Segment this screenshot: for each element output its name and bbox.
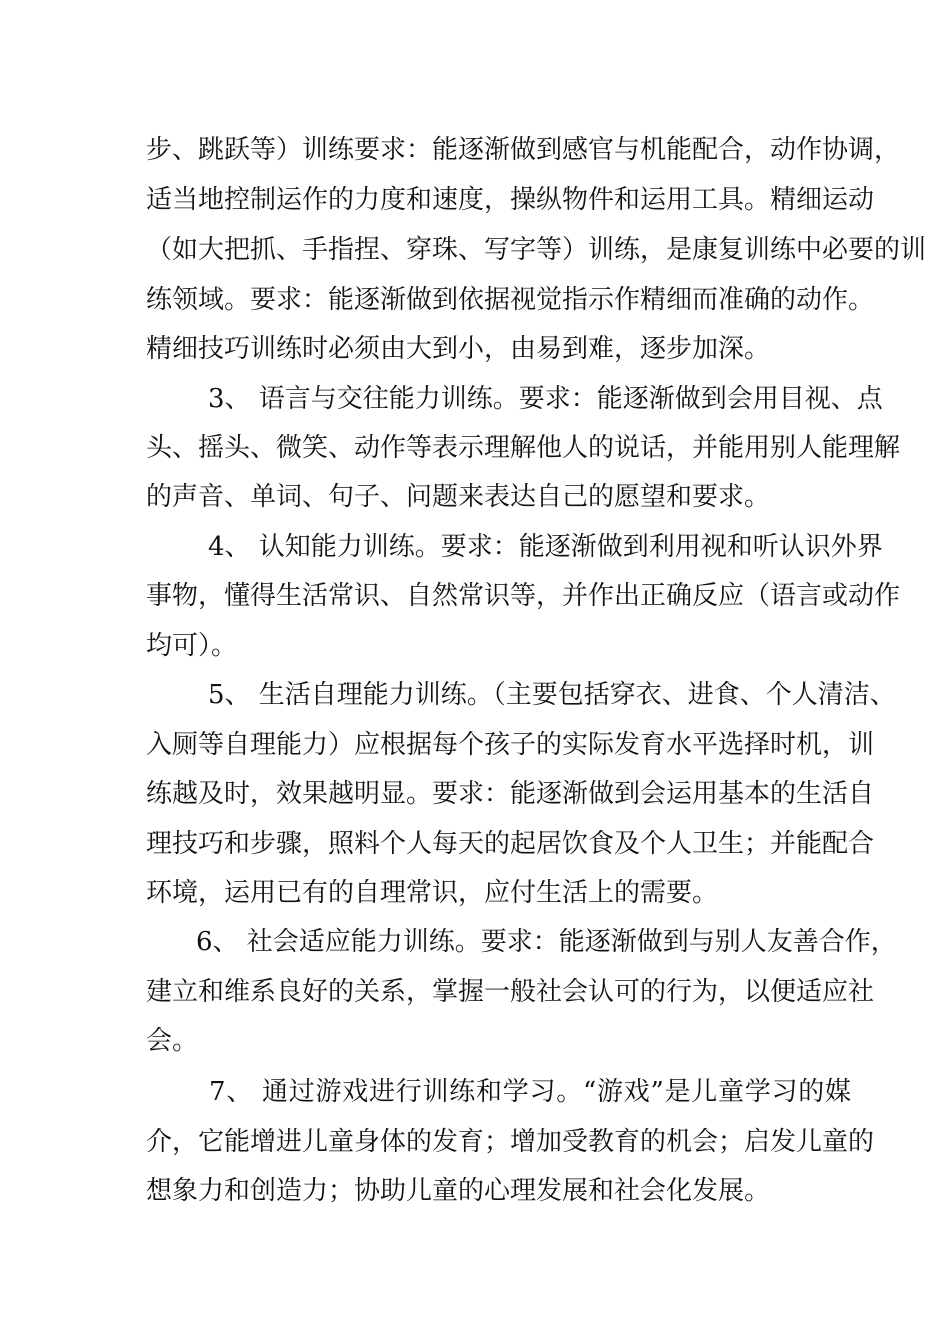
paragraph-6-first-line: 6、 社会适应能力训练。要求：能逐渐做到与别人友善合作， — [196, 927, 897, 957]
body-text-line: 练领域。要求：能逐渐做到依据视觉指示作精细而准确的动作。 — [146, 285, 875, 315]
body-text-line: 建立和维系良好的关系，掌握一般社会认可的行为，以便适应社 — [146, 977, 875, 1007]
body-text-line: 的声音、单词、句子、问题来表达自己的愿望和要求。 — [146, 482, 771, 512]
body-text-line: 事物，懂得生活常识、自然常识等，并作出正确反应（语言或动作 — [146, 581, 901, 611]
body-text-line: 头、摇头、微笑、动作等表示理解他人的说话，并能用别人能理解 — [146, 433, 901, 463]
body-text-line: 适当地控制运作的力度和速度，操纵物件和运用工具。精细运动 — [146, 185, 875, 215]
body-text-line: 会。 — [146, 1026, 199, 1056]
paragraph-4-first-line: 4、 认知能力训练。要求：能逐渐做到利用视和听认识外界 — [208, 532, 883, 562]
body-text-line: 介，它能增进儿童身体的发育；增加受教育的机会；启发儿童的 — [146, 1127, 875, 1157]
body-text-line: 入厕等自理能力）应根据每个孩子的实际发育水平选择时机，训 — [146, 730, 875, 760]
body-text-line: 想象力和创造力；协助儿童的心理发展和社会化发展。 — [146, 1176, 771, 1206]
body-text-line: 环境，运用已有的自理常识，应付生活上的需要。 — [146, 878, 719, 908]
paragraph-5-first-line: 5、 生活自理能力训练。（主要包括穿衣、进食、个人清洁、 — [208, 680, 896, 710]
body-text-line: 步、跳跃等）训练要求：能逐渐做到感官与机能配合，动作协调， — [146, 135, 901, 165]
body-text-line: 理技巧和步骤，照料个人每天的起居饮食及个人卫生；并能配合 — [146, 829, 875, 859]
paragraph-3-first-line: 3、 语言与交往能力训练。要求：能逐渐做到会用目视、点 — [208, 384, 883, 414]
body-text-line: 精细技巧训练时必须由大到小，由易到难，逐步加深。 — [146, 334, 771, 364]
body-text-line: 练越及时，效果越明显。要求：能逐渐做到会运用基本的生活自 — [146, 779, 875, 809]
body-text-line: （如大把抓、手指捏、穿珠、写字等）训练，是康复训练中必要的训 — [146, 235, 927, 265]
paragraph-7-first-line: 7、 通过游戏进行训练和学习。“游戏”是儿童学习的媒 — [209, 1077, 851, 1107]
body-text-line: 均可）。 — [146, 631, 238, 661]
